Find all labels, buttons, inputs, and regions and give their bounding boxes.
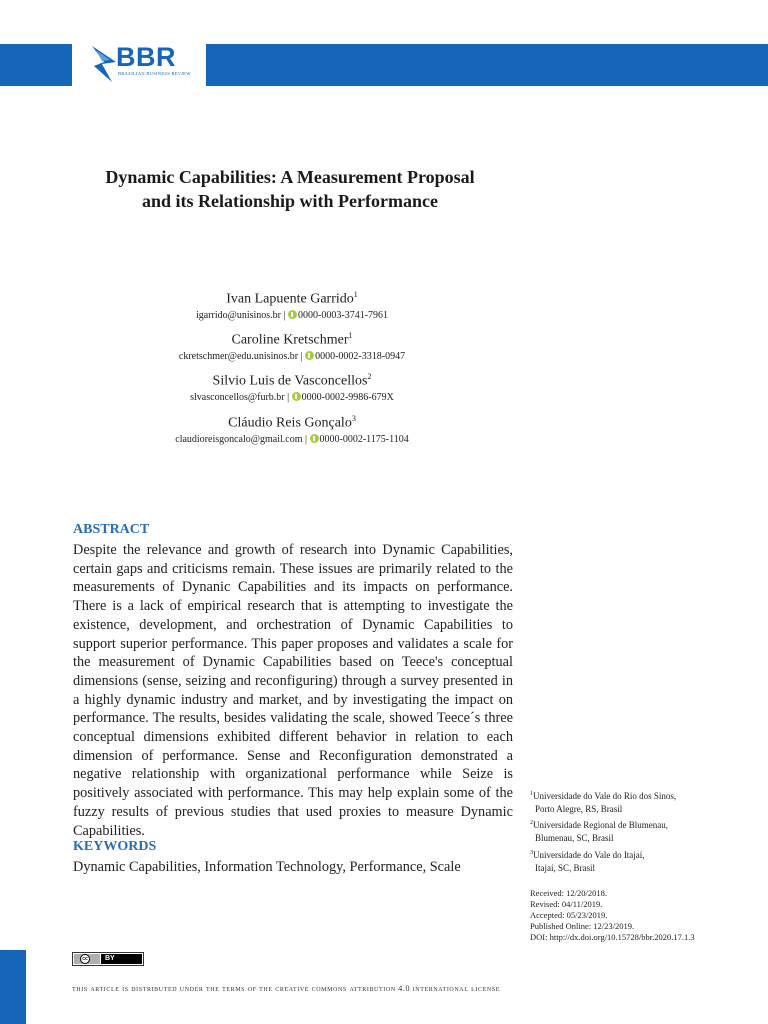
- date-accepted: Accepted: 05/23/2019.: [530, 910, 608, 920]
- affiliation-line-2: Porto Alegre, RS, Brasil: [535, 803, 623, 814]
- author-email[interactable]: ckretschmer@edu.unisinos.br: [178, 350, 299, 362]
- author-email[interactable]: igarrido@unisinos.br: [195, 309, 282, 321]
- title-line-1: Dynamic Capabilities: A Measurement Proposal: [105, 167, 475, 187]
- title-line-2: and its Relationship with Performance: [142, 191, 438, 211]
- date-received: Received: 12/20/2018.: [530, 888, 607, 898]
- author-name: Silvio Luis de Vasconcellos: [212, 373, 368, 389]
- author-name: Caroline Kretschmer: [231, 332, 349, 348]
- affiliation-1: [530, 788, 730, 815]
- author-email[interactable]: claudioreisgoncalo@gmail.com: [175, 433, 303, 445]
- affiliation-sup: 1: [530, 791, 533, 797]
- affiliation-sup: 3: [530, 850, 533, 856]
- author-sup: 3: [351, 414, 356, 423]
- author-email[interactable]: slvasconcellos@furb.br: [190, 391, 285, 403]
- orcid-icon: [292, 392, 301, 401]
- doi-link[interactable]: DOI: http://dx.doi.org/10.15728/bbr.2020.17.1.3: [530, 932, 695, 942]
- author-2: Caroline Kretschmer$^1$ ckretschmer@edu.unisinos.br | 0000-0002-3318-0947: [178, 331, 406, 362]
- author-1: Ivan Lapuente Garrido$^1$ igarrido@unisinos.br | 0000-0003-3741-7961: [195, 290, 389, 321]
- author-sup: 1: [353, 290, 358, 299]
- logo-text: BBR: [116, 42, 176, 72]
- author-name: Ivan Lapuente Garrido: [226, 291, 354, 307]
- by-label: BY: [101, 954, 142, 964]
- affiliation-2: [530, 817, 730, 844]
- cc-by-badge[interactable]: [72, 952, 144, 966]
- abstract-text: Despite the relevance and growth of research into Dynamic Capabilities, certain gaps and criticisms remain. These issues are primarily related to the measurements of Dynanic Capabilities and its impacts on performance. There is a lack of empirical research that is attempting to investigate the existence, development, and orchestration of Dynamic Capabilities to support superior performance. This paper proposes and validates a scale for the measurement of Dynamic Capabilities based on Teece's conceptual dimensions (sense, seizing and reconfiguring) through a survey presented in a highly dynamic industry and market, and by investigating the impact on performance. The results, besides validating the scale, showed Teece´s three conceptual dimensions exhibited different behavior in relation to each dimension of performance. Sense and Reconfiguration demonstrated a negative relationship with organizational performance while Seize is positively associated with performance. This may help explain some of the fuzzy results of previous studies that used proxies to measure Dynamic Capabilities.: [73, 542, 513, 839]
- paper-title: [0, 165, 580, 213]
- affiliation-line-1: Universidade do Vale do Itajaí,: [533, 850, 645, 860]
- journal-logo[interactable]: [72, 30, 206, 96]
- author-3: Silvio Luis de Vasconcellos$^2$ slvasconcellos@furb.br | 0000-0002-9986-679X: [190, 372, 394, 403]
- publication-dates: [530, 888, 750, 943]
- author-4: Cláudio Reis Gonçalo$^3$ claudioreisgoncalo@gmail.com | 0000-0002-1175-1104: [175, 414, 409, 445]
- affiliation-line-2: Itajaí, SC, Brasil: [535, 862, 595, 873]
- author-sup: 1: [348, 331, 353, 340]
- keywords-text: Dynamic Capabilities, Information Technology, Performance, Scale: [73, 859, 461, 875]
- affiliation-line-2: Blumenau, SC, Brasil: [535, 832, 614, 843]
- author-orcid[interactable]: 0000-0003-3741-7961: [298, 309, 389, 321]
- logo-subtitle: BRAZILIAN BUSINESS REVIEW: [118, 71, 191, 76]
- bird-logo-icon: [90, 44, 118, 84]
- affiliation-line-1: Universidade do Vale do Rio dos Sinos,: [533, 791, 677, 801]
- date-revised: Revised: 04/11/2019.: [530, 899, 603, 909]
- author-name: Cláudio Reis Gonçalo: [228, 415, 352, 431]
- date-published: Published Online: 12/23/2019.: [530, 921, 635, 931]
- affiliation-3: [530, 847, 730, 874]
- author-orcid[interactable]: 0000-0002-1175-1104: [319, 433, 409, 445]
- abstract-heading: ABSTRACT: [73, 522, 150, 537]
- affiliation-line-1: Universidade Regional de Blumenau,: [533, 820, 668, 830]
- keywords-heading: KEYWORDS: [73, 839, 157, 854]
- author-orcid[interactable]: 0000-0002-9986-679X: [301, 391, 394, 403]
- orcid-icon: [288, 310, 297, 319]
- author-orcid[interactable]: 0000-0002-3318-0947: [315, 350, 406, 362]
- cc-icon: cc: [80, 954, 90, 964]
- orcid-icon: [305, 351, 314, 360]
- license-text: this article is distributed under the terms of the creative commons attribution 4.0 international license: [72, 984, 500, 993]
- orcid-icon: [310, 434, 319, 443]
- affiliation-sup: 2: [530, 820, 533, 826]
- left-accent-bar: [0, 950, 26, 1024]
- author-sup: 2: [367, 372, 372, 381]
